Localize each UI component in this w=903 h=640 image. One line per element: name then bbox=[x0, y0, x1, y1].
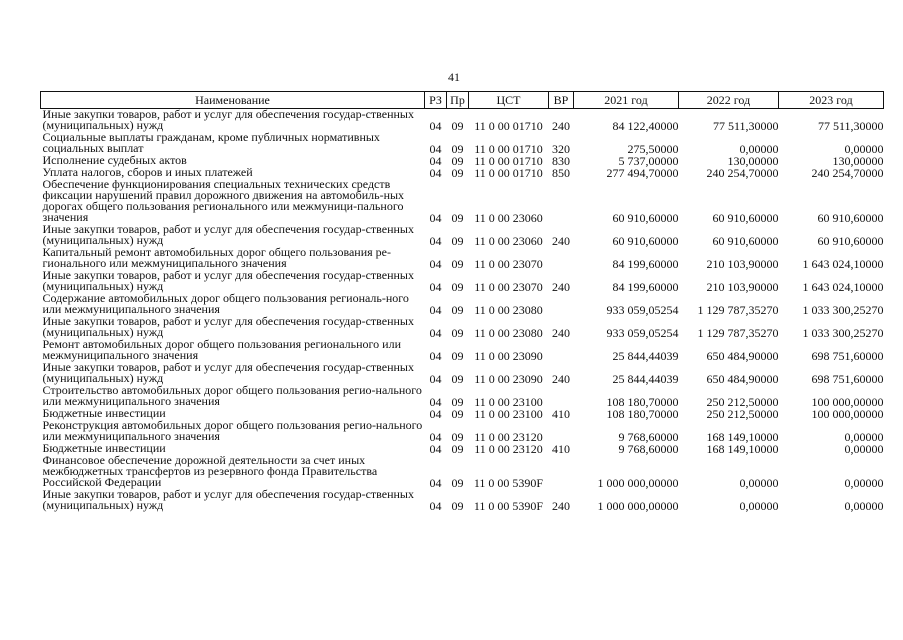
row-cst: 11 0 00 23080 bbox=[474, 326, 543, 340]
row-value-2023: 100 000,00000 bbox=[811, 395, 884, 409]
row-rz: 04 bbox=[429, 303, 442, 317]
row-vr: 240 bbox=[552, 372, 570, 386]
header-rz: РЗ bbox=[425, 92, 447, 109]
row-rz: 04 bbox=[429, 499, 442, 513]
row-name: Уплата налогов, сборов и иных платежей bbox=[42, 165, 253, 179]
row-value-2022: 130,00000 bbox=[727, 154, 779, 168]
row-name: Реконструкция автомобильных дорог общего пользования регио-нального или межмуниципального значения bbox=[42, 418, 423, 443]
row-vr: 830 bbox=[552, 154, 570, 168]
row-pr: 09 bbox=[451, 211, 464, 225]
row-value-2022: 0,00000 bbox=[739, 476, 779, 490]
row-rz: 04 bbox=[429, 234, 442, 248]
row-cst: 11 0 00 01710 bbox=[474, 154, 543, 168]
row-name: Содержание автомобильных дорог общего пользования региональ-ного или межмуниципального значения bbox=[42, 291, 409, 316]
table-row bbox=[41, 247, 884, 270]
row-rz: 04 bbox=[429, 430, 442, 444]
row-value-2023: 60 910,60000 bbox=[817, 234, 884, 248]
row-pr: 09 bbox=[451, 499, 464, 513]
row-value-2022: 1 129 787,35270 bbox=[697, 326, 779, 340]
row-vr bbox=[549, 455, 574, 489]
row-cst: 11 0 00 23060 bbox=[474, 211, 543, 225]
row-name: Исполнение судебных актов bbox=[42, 153, 187, 167]
row-name: Бюджетные инвестиции bbox=[42, 406, 166, 420]
row-value-2022: 650 484,90000 bbox=[706, 349, 779, 363]
table-row bbox=[41, 362, 884, 385]
row-vr: 240 bbox=[552, 119, 570, 133]
row-value-2023: 0,00000 bbox=[844, 142, 884, 156]
row-value-2021: 933 059,05254 bbox=[606, 303, 679, 317]
row-value-2022: 0,00000 bbox=[739, 142, 779, 156]
header-cst: ЦСТ bbox=[469, 92, 549, 109]
row-pr: 09 bbox=[451, 395, 464, 409]
row-name: Иные закупки товаров, работ и услуг для обеспечения государ-ственных (муниципальных) нужд bbox=[42, 487, 414, 512]
row-value-2021: 9 768,60000 bbox=[618, 442, 679, 456]
row-pr: 09 bbox=[451, 442, 464, 456]
row-pr: 09 bbox=[451, 234, 464, 248]
row-rz: 04 bbox=[429, 349, 442, 363]
row-value-2021: 84 199,60000 bbox=[612, 280, 679, 294]
table-row bbox=[41, 224, 884, 247]
row-name: Финансовое обеспечение дорожной деятельности за счет иных межбюджетных трансфертов из резервного фонда Правительства Российской Федерации bbox=[42, 453, 378, 489]
row-value-2023: 0,00000 bbox=[844, 430, 884, 444]
row-cst: 11 0 00 23100 bbox=[474, 395, 543, 409]
table-row bbox=[41, 339, 884, 362]
row-cst: 11 0 00 01710 bbox=[474, 142, 543, 156]
row-cst: 11 0 00 23070 bbox=[474, 257, 543, 271]
row-value-2023: 698 751,60000 bbox=[811, 349, 884, 363]
table-row bbox=[41, 132, 884, 155]
row-value-2023: 100 000,00000 bbox=[811, 407, 884, 421]
row-value-2021: 60 910,60000 bbox=[612, 234, 679, 248]
row-pr: 09 bbox=[451, 430, 464, 444]
row-rz: 04 bbox=[429, 372, 442, 386]
table-row bbox=[41, 420, 884, 443]
row-value-2021: 277 494,70000 bbox=[606, 166, 679, 180]
row-value-2022: 250 212,50000 bbox=[706, 407, 779, 421]
row-vr: 240 bbox=[552, 280, 570, 294]
table-row bbox=[41, 316, 884, 339]
row-value-2022: 168 149,10000 bbox=[706, 442, 779, 456]
row-rz: 04 bbox=[429, 442, 442, 456]
header-2023: 2023 год bbox=[779, 92, 884, 109]
page-number: 41 bbox=[448, 70, 460, 84]
row-rz: 04 bbox=[429, 166, 442, 180]
header-2021: 2021 год bbox=[574, 92, 679, 109]
row-cst: 11 0 00 5390F bbox=[473, 476, 544, 490]
row-pr: 09 bbox=[451, 257, 464, 271]
row-cst: 11 0 00 23100 bbox=[474, 407, 543, 421]
row-value-2021: 275,50000 bbox=[627, 142, 679, 156]
row-cst: 11 0 00 01710 bbox=[474, 119, 543, 133]
header-row bbox=[41, 92, 884, 109]
row-cst: 11 0 00 23090 bbox=[474, 372, 543, 386]
row-vr: 410 bbox=[552, 442, 570, 456]
row-pr: 09 bbox=[451, 154, 464, 168]
row-name: Иные закупки товаров, работ и услуг для обеспечения государ-ственных (муниципальных) нужд bbox=[42, 360, 414, 385]
table-row bbox=[41, 385, 884, 408]
row-name: Иные закупки товаров, работ и услуг для обеспечения государ-ственных (муниципальных) нужд bbox=[42, 314, 414, 339]
row-vr bbox=[549, 385, 574, 408]
row-pr: 09 bbox=[451, 476, 464, 490]
row-name: Иные закупки товаров, работ и услуг для обеспечения государ-ственных (муниципальных) нужд bbox=[42, 107, 414, 132]
row-value-2021: 108 180,70000 bbox=[606, 407, 679, 421]
table-row bbox=[41, 293, 884, 316]
row-value-2021: 84 199,60000 bbox=[612, 257, 679, 271]
row-name: Социальные выплаты гражданам, кроме публичных нормативных социальных выплат bbox=[42, 130, 380, 155]
row-vr: 850 bbox=[552, 166, 570, 180]
row-value-2021: 84 122,40000 bbox=[612, 119, 679, 133]
row-rz: 04 bbox=[429, 395, 442, 409]
row-pr: 09 bbox=[451, 407, 464, 421]
row-value-2022: 0,00000 bbox=[739, 499, 779, 513]
row-vr bbox=[549, 339, 574, 362]
table-row bbox=[41, 109, 884, 133]
row-name: Капитальный ремонт автомобильных дорог общего пользования ре-гионального или межмуниципального значения bbox=[42, 245, 391, 270]
row-cst: 11 0 00 23060 bbox=[474, 234, 543, 248]
table-body bbox=[41, 109, 884, 513]
row-name: Иные закупки товаров, работ и услуг для обеспечения государ-ственных (муниципальных) нужд bbox=[42, 222, 414, 247]
row-value-2022: 77 511,30000 bbox=[712, 119, 779, 133]
row-cst: 11 0 00 23090 bbox=[474, 349, 543, 363]
row-value-2022: 60 910,60000 bbox=[712, 211, 779, 225]
row-value-2023: 698 751,60000 bbox=[811, 372, 884, 386]
row-value-2022: 60 910,60000 bbox=[712, 234, 779, 248]
row-value-2022: 210 103,90000 bbox=[706, 257, 779, 271]
row-pr: 09 bbox=[451, 303, 464, 317]
row-pr: 09 bbox=[451, 326, 464, 340]
row-value-2022: 1 129 787,35270 bbox=[697, 303, 779, 317]
header-name: Наименование bbox=[41, 92, 425, 109]
header-pr: Пр bbox=[447, 92, 469, 109]
row-vr: 320 bbox=[552, 142, 570, 156]
row-pr: 09 bbox=[451, 280, 464, 294]
row-value-2023: 0,00000 bbox=[844, 499, 884, 513]
row-value-2023: 1 033 300,25270 bbox=[802, 303, 884, 317]
row-cst: 11 0 00 23120 bbox=[474, 430, 543, 444]
row-value-2023: 1 033 300,25270 bbox=[802, 326, 884, 340]
row-vr: 240 bbox=[552, 499, 570, 513]
row-cst: 11 0 00 23070 bbox=[474, 280, 543, 294]
row-value-2023: 1 643 024,10000 bbox=[802, 257, 884, 271]
row-value-2022: 250 212,50000 bbox=[706, 395, 779, 409]
row-rz: 04 bbox=[429, 119, 442, 133]
row-pr: 09 bbox=[451, 166, 464, 180]
row-rz: 04 bbox=[429, 280, 442, 294]
row-value-2021: 60 910,60000 bbox=[612, 211, 679, 225]
row-cst: 11 0 00 23080 bbox=[474, 303, 543, 317]
row-vr bbox=[549, 247, 574, 270]
row-value-2023: 0,00000 bbox=[844, 442, 884, 456]
row-vr bbox=[549, 420, 574, 443]
row-rz: 04 bbox=[429, 257, 442, 271]
row-rz: 04 bbox=[429, 326, 442, 340]
row-pr: 09 bbox=[451, 372, 464, 386]
table-row bbox=[41, 489, 884, 512]
row-value-2021: 25 844,44039 bbox=[612, 349, 679, 363]
row-rz: 04 bbox=[429, 142, 442, 156]
table-row bbox=[41, 455, 884, 489]
row-value-2023: 240 254,70000 bbox=[811, 166, 884, 180]
row-pr: 09 bbox=[451, 349, 464, 363]
row-vr bbox=[549, 293, 574, 316]
row-value-2021: 1 000 000,00000 bbox=[597, 476, 679, 490]
table-row bbox=[41, 270, 884, 293]
row-rz: 04 bbox=[429, 407, 442, 421]
row-value-2021: 108 180,70000 bbox=[606, 395, 679, 409]
row-value-2023: 60 910,60000 bbox=[817, 211, 884, 225]
row-value-2023: 1 643 024,10000 bbox=[802, 280, 884, 294]
budget-table bbox=[40, 91, 884, 512]
row-cst: 11 0 00 5390F bbox=[473, 499, 544, 513]
row-value-2023: 0,00000 bbox=[844, 476, 884, 490]
row-name: Ремонт автомобильных дорог общего пользования регионального или межмуниципального значения bbox=[42, 337, 401, 362]
row-name: Строительство автомобильных дорог общего пользования регио-нального или межмуниципального значения bbox=[42, 383, 422, 408]
row-pr: 09 bbox=[451, 119, 464, 133]
row-vr: 410 bbox=[552, 407, 570, 421]
row-value-2021: 1 000 000,00000 bbox=[597, 499, 679, 513]
row-value-2021: 933 059,05254 bbox=[606, 326, 679, 340]
row-pr: 09 bbox=[451, 142, 464, 156]
row-vr bbox=[549, 179, 574, 224]
row-rz: 04 bbox=[429, 154, 442, 168]
row-vr: 240 bbox=[552, 234, 570, 248]
row-name: Обеспечение функционирования специальных технических средств фиксации нарушений правил дорожного движения на автомобиль-ных дорогах общего пользования регионального или межмуници-пального значения bbox=[42, 177, 405, 224]
row-value-2021: 25 844,44039 bbox=[612, 372, 679, 386]
row-value-2023: 77 511,30000 bbox=[817, 119, 884, 133]
row-cst: 11 0 00 23120 bbox=[474, 442, 543, 456]
row-rz: 04 bbox=[429, 476, 442, 490]
row-value-2022: 210 103,90000 bbox=[706, 280, 779, 294]
row-cst: 11 0 00 01710 bbox=[474, 166, 543, 180]
row-value-2022: 240 254,70000 bbox=[706, 166, 779, 180]
row-name: Иные закупки товаров, работ и услуг для обеспечения государ-ственных (муниципальных) нужд bbox=[42, 268, 414, 293]
table-row bbox=[41, 179, 884, 224]
row-value-2021: 5 737,00000 bbox=[618, 154, 679, 168]
row-value-2023: 130,00000 bbox=[832, 154, 884, 168]
row-vr: 240 bbox=[552, 326, 570, 340]
row-value-2022: 650 484,90000 bbox=[706, 372, 779, 386]
row-name: Бюджетные инвестиции bbox=[42, 441, 166, 455]
row-value-2021: 9 768,60000 bbox=[618, 430, 679, 444]
header-vr: ВР bbox=[549, 92, 574, 109]
header-2022: 2022 год bbox=[679, 92, 779, 109]
row-rz: 04 bbox=[429, 211, 442, 225]
row-value-2022: 168 149,10000 bbox=[706, 430, 779, 444]
